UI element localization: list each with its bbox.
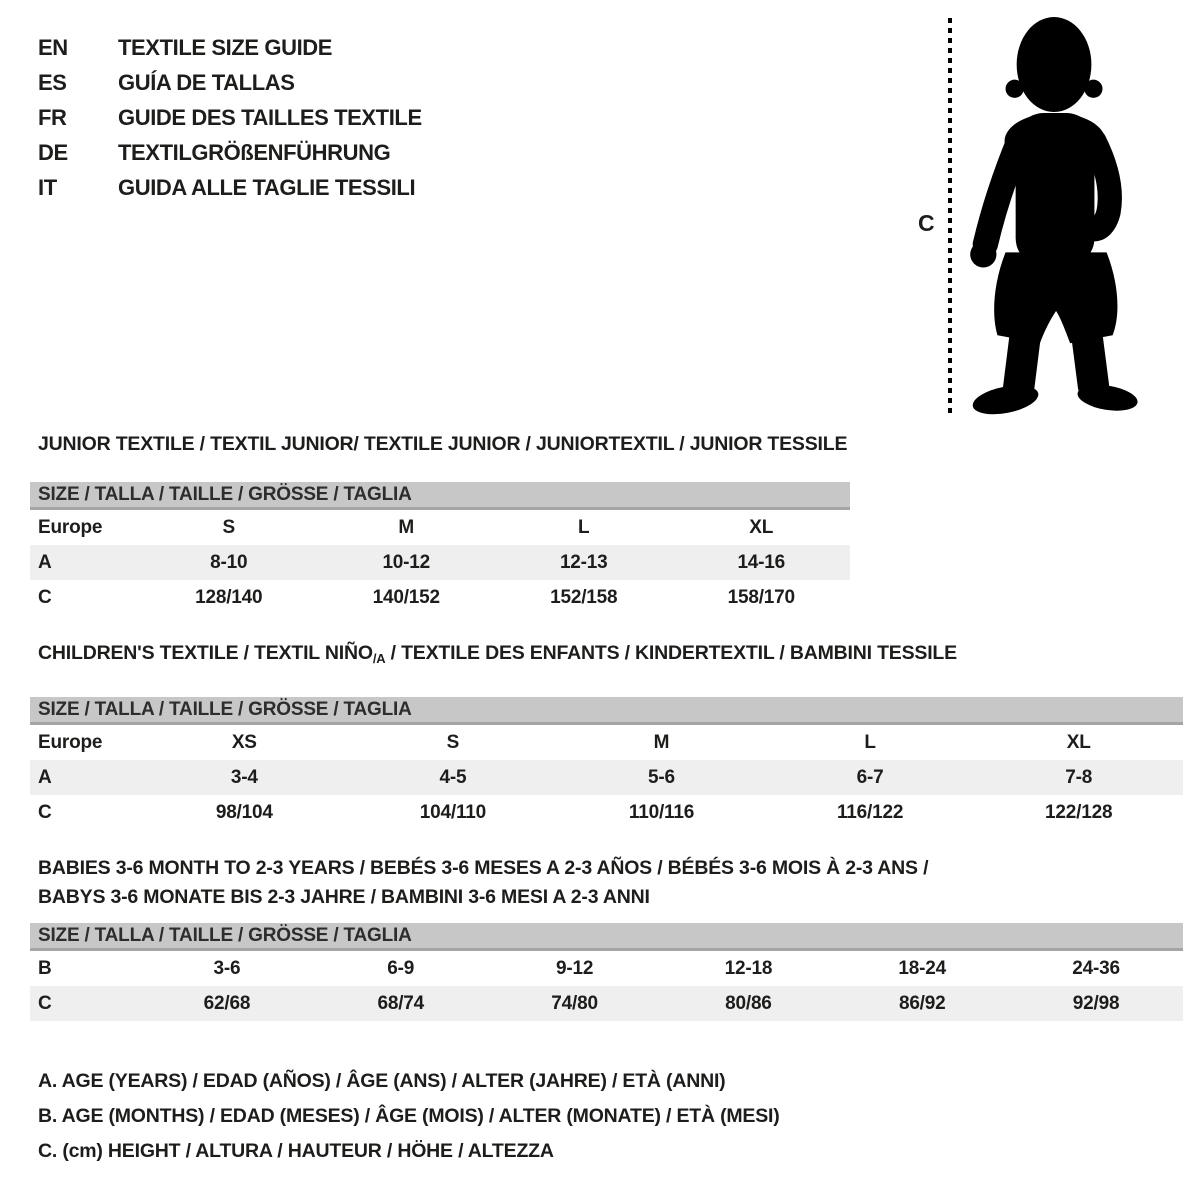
row-value: L: [578, 516, 590, 538]
row-value: 140/152: [372, 586, 440, 608]
table-row: [30, 951, 1183, 986]
size-header-label: SIZE / TALLA / TAILLE / GRÖSSE / TAGLIA: [38, 698, 412, 720]
row-value: 6-7: [856, 766, 884, 788]
row-value: XL: [1066, 731, 1091, 753]
section-babies: [30, 854, 1183, 1021]
toddler-silhouette-icon: [962, 12, 1140, 416]
legend-line: B. AGE (MONTHS) / EDAD (MESES) / ÂGE (MOIS) / ALTER (MONATE) / ETÀ (MESI): [38, 1105, 780, 1127]
row-value: 86/92: [898, 992, 946, 1014]
language-title: GUÍA DE TALLAS: [118, 69, 295, 95]
section-junior: [30, 433, 850, 615]
language-list: [38, 30, 422, 205]
size-header-bar: [30, 923, 1183, 951]
language-code: FR: [38, 104, 67, 130]
row-label: B: [38, 957, 52, 979]
row-value: 80/86: [725, 992, 772, 1014]
legend-line: C. (cm) HEIGHT / ALTURA / HAUTEUR / HÖHE / ALTEZZA: [38, 1140, 554, 1162]
row-value: 92/98: [1072, 992, 1120, 1014]
row-value: M: [398, 516, 415, 538]
legend-line: A. AGE (YEARS) / EDAD (AÑOS) / ÂGE (ANS) / ALTER (JAHRE) / ETÀ (ANNI): [38, 1070, 726, 1092]
section-title: [30, 433, 850, 455]
row-value: 18-24: [898, 957, 947, 979]
language-row: [38, 65, 422, 100]
size-header-label: SIZE / TALLA / TAILLE / GRÖSSE / TAGLIA: [38, 483, 412, 505]
row-label: C: [38, 801, 52, 823]
row-value: 3-4: [230, 766, 258, 788]
language-code: DE: [38, 139, 68, 165]
row-label: Europe: [38, 516, 103, 538]
size-header-label: SIZE / TALLA / TAILLE / GRÖSSE / TAGLIA: [38, 924, 412, 946]
row-value: S: [446, 731, 460, 753]
row-value: M: [653, 731, 670, 753]
row-value: 152/158: [550, 586, 618, 608]
language-row: [38, 170, 422, 205]
row-value: 128/140: [195, 586, 263, 608]
section-children: [30, 642, 1183, 830]
row-label: Europe: [38, 731, 103, 753]
row-value: 5-6: [648, 766, 675, 788]
section-title: [30, 642, 1183, 670]
section-title-text: / TEXTILE DES ENFANTS / KINDERTEXTIL / BAMBINI TESSILE: [385, 642, 957, 664]
language-title: GUIDE DES TAILLES TEXTILE: [118, 104, 422, 130]
row-value: 7-8: [1065, 766, 1093, 788]
language-title: TEXTILGRÖßENFÜHRUNG: [118, 139, 391, 165]
row-value: 98/104: [215, 801, 273, 823]
row-label: A: [38, 766, 52, 788]
row-value: 3-6: [213, 957, 241, 979]
measure-c-label: C: [918, 210, 935, 236]
row-value: 62/68: [203, 992, 251, 1014]
table-row: [30, 580, 850, 615]
row-value: 116/122: [836, 801, 904, 823]
row-value: 8-10: [210, 551, 248, 573]
language-code: IT: [38, 174, 57, 200]
row-value: 110/116: [628, 801, 695, 823]
row-value: 68/74: [377, 992, 425, 1014]
row-value: 10-12: [382, 551, 431, 573]
row-value: XS: [231, 731, 257, 753]
table-row: [30, 760, 1183, 795]
language-title: TEXTILE SIZE GUIDE: [118, 34, 333, 60]
row-value: 104/110: [419, 801, 486, 823]
row-value: XL: [749, 516, 774, 538]
row-label: C: [38, 992, 52, 1014]
size-header-bar: [30, 697, 1183, 725]
row-value: 74/80: [551, 992, 598, 1014]
section-title-text: CHILDREN'S TEXTILE / TEXTIL NIÑO: [38, 642, 373, 664]
language-code: EN: [38, 34, 68, 60]
section-title: [30, 854, 1183, 912]
language-title: GUIDA ALLE TAGLIE TESSILI: [118, 174, 416, 200]
row-value: S: [222, 516, 235, 538]
row-value: L: [864, 731, 876, 753]
row-value: 14-16: [737, 551, 786, 573]
row-value: 9-12: [555, 957, 594, 979]
measure-legend: [38, 1064, 780, 1169]
table-row: [30, 795, 1183, 830]
section-title-line2: BABYS 3-6 MONATE BIS 2-3 JAHRE / BAMBINI 3-6 MESI A 2-3 ANNI: [38, 886, 650, 908]
row-value: 24-36: [1072, 957, 1120, 979]
row-label: A: [38, 551, 52, 573]
row-value: 4-5: [439, 766, 467, 788]
measure-dashed-line: [948, 18, 952, 418]
row-label: C: [38, 586, 52, 608]
size-figure: [900, 10, 1190, 422]
row-value: 158/170: [727, 586, 795, 608]
row-value: 6-9: [387, 957, 415, 979]
row-value: 12-13: [559, 551, 608, 573]
table-row: [30, 545, 850, 580]
language-code: ES: [38, 69, 67, 95]
size-header-bar: [30, 482, 850, 510]
table-row: [30, 510, 850, 545]
section-title-text: BABIES 3-6 MONTH TO 2-3 YEARS / BEBÉS 3-6 MESES A 2-3 AÑOS / BÉBÉS 3-6 MOIS À 2-3 ANS /: [38, 857, 929, 879]
section-title-text: JUNIOR TEXTILE / TEXTIL JUNIOR/ TEXTILE JUNIOR / JUNIORTEXTIL / JUNIOR TESSILE: [38, 433, 848, 455]
language-row: [38, 100, 422, 135]
row-value: 122/128: [1045, 801, 1113, 823]
row-value: 12-18: [724, 957, 773, 979]
table-row: [30, 986, 1183, 1021]
language-row: [38, 135, 422, 170]
section-title-subscript: /A: [372, 651, 386, 666]
language-row: [38, 30, 422, 65]
table-row: [30, 725, 1183, 760]
